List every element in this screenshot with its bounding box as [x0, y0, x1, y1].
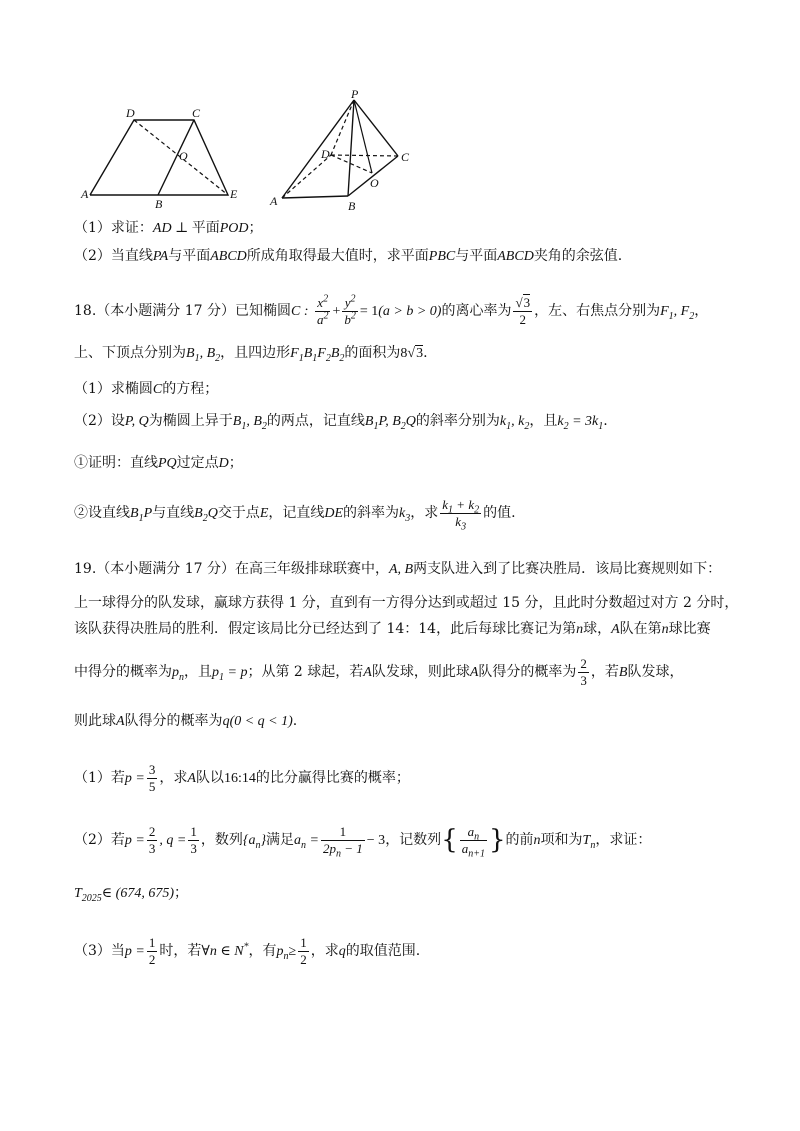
q18-eccentricity: $\frac{√3}{2}$ — [515, 294, 531, 327]
team-a: A — [611, 622, 620, 637]
p-eq: p = — [124, 944, 145, 959]
q18-p2-text: 的斜率分别为 — [415, 413, 500, 429]
frac-an-ratio: $\frac{a_n}{a_{n+1}}$ — [461, 823, 485, 860]
frac-two-thirds — [578, 656, 589, 689]
forall-n: ∀n ∈ N — [201, 944, 244, 959]
q19-p2-text: （2）若 — [74, 832, 125, 848]
frac-three-fifths — [147, 762, 158, 795]
y-var: y — [344, 294, 351, 310]
frac-num: 3 — [148, 761, 156, 777]
q19-line1 — [74, 558, 740, 581]
q18-s2-text: 与直线 — [152, 505, 195, 521]
interval: ∈ (674, 675) — [101, 886, 174, 901]
n-var: n — [533, 833, 541, 848]
q18-line2: 上、下顶点分别为$B_1$, $B_2$，且四边形$F_1B_1F_2B_2$的面积为8√3. — [74, 345, 428, 364]
q19-line2 — [74, 592, 740, 614]
q17-p2-text: 与平面 — [455, 248, 498, 264]
p-eq: p = — [124, 833, 145, 848]
frac-den: 3 — [148, 840, 156, 856]
q18-s2-text: ，求 — [410, 505, 439, 521]
q18-line2-text: 的面积为 — [344, 345, 401, 361]
q19-part2: （2）若p = $\frac{2}{3}$ , q = $\frac{1}{3}$ ，数列$\{a_n\}$满足$a_n$ = $\frac{1}{2p_n - 1}$ − 3，记数列{ $\frac{a_n}{a_{n+1}}$ }的前n项和为$T_n$，求证： — [74, 823, 652, 860]
minus-three: − 3 — [366, 833, 386, 848]
edge-PA — [282, 100, 354, 198]
q19-l4-text: 队得分的概率为 — [478, 664, 577, 680]
frac-half — [147, 935, 158, 968]
b-label: B — [186, 346, 195, 361]
q18-p2-text: 的两点，记直线 — [266, 413, 365, 429]
n-var: n — [576, 622, 584, 637]
edge-DO-dashed — [331, 155, 372, 173]
q19-ab: A, B — [388, 562, 414, 577]
q17-p2-pbc: PBC — [428, 249, 456, 264]
semicolon: ； — [173, 885, 188, 901]
q17-p1-mid: 平面 — [191, 220, 220, 236]
q19-p3-text: 时，若 — [159, 943, 202, 959]
ge-sign: ≥ — [288, 944, 297, 959]
q19-p1-text: 队以 — [195, 770, 224, 786]
q19-p1-text: ，求 — [159, 770, 188, 786]
frac-half-2 — [298, 935, 309, 968]
label-C: C — [401, 150, 410, 164]
label-D: D — [126, 106, 135, 120]
team-b: B — [618, 665, 628, 680]
q17-p1-prefix: （1）求证： — [74, 220, 153, 236]
quad-label: F — [290, 346, 299, 361]
q19-l4-text: 队发球，则此球 — [371, 664, 470, 680]
period: . — [292, 713, 298, 729]
frac-num: 1 — [300, 934, 307, 950]
label-P: P — [351, 88, 359, 101]
q18-s2-text: ②设直线 — [74, 505, 130, 521]
q18-foci-text: ，左、右焦点分别为 — [534, 303, 661, 319]
label-B: B — [155, 197, 163, 210]
q18-p2-text: ，且 — [529, 413, 558, 429]
q19-p3-text: ，求 — [310, 943, 339, 959]
q18-s1-d: D — [218, 456, 229, 471]
q19-l3-text: 队在第 — [619, 621, 662, 637]
trapezoid-figure — [78, 100, 258, 210]
q-condition: q(0 < q < 1) — [222, 714, 293, 729]
n-var: n — [661, 622, 669, 637]
q18-part1 — [74, 378, 740, 401]
q19-l5-text: 则此球 — [74, 713, 116, 729]
q17-p1-math: AD ⊥ — [152, 221, 192, 236]
q18-ecc-text: 的离心率为 — [441, 303, 512, 319]
pn-var: p — [276, 944, 284, 959]
q19-p2-text: ，记数列 — [385, 832, 442, 848]
q18-p1-c: C — [152, 382, 163, 397]
frac-num: 1 — [321, 824, 365, 841]
q19-l3-text: 该队获得决胜局的胜利．假定该局比分已经达到了 14：14，此后每球比赛记为第 — [74, 621, 577, 637]
q19-p1-text: 的比分赢得比赛的概率； — [255, 770, 410, 786]
frac-num: 1 — [190, 823, 197, 839]
q18-part2: （2）设P, Q为椭圆上异于$B_1$, $B_2$的两点，记直线$B_1P$, $B_2Q$的斜率分别为$k_1$, $k_2$，且$k_2 = 3k_1$. — [74, 413, 608, 432]
equals-one: = 1 — [359, 304, 379, 319]
q18-p1-end: 的方程； — [162, 381, 219, 397]
q19-part3: （3）当p = $\frac{1}{2}$ 时，若∀n ∈ N*，有$p_n\ge$ $\frac{1}{2}$ ，求q的取值范围. — [74, 934, 421, 967]
f-label: F — [660, 304, 669, 319]
q18-s2-text: ，记直线 — [268, 505, 325, 521]
q18-s2-text: 的斜率为 — [343, 505, 400, 521]
frac-an-def: $\frac{1}{2p_n - 1}$ — [323, 823, 363, 860]
frac-den: 2 — [300, 951, 307, 967]
q19-l4-text: ，若 — [590, 664, 619, 680]
q19-p2-text: 项和为 — [540, 832, 583, 848]
q18-s2-e: E — [259, 506, 269, 521]
segment-BC — [158, 120, 194, 195]
q19-p2-text: ，求证： — [595, 832, 652, 848]
q17-p2-pa: PA — [152, 249, 169, 264]
q19-l5-text: 队得分的概率为 — [124, 713, 223, 729]
q18-head: 18.（本小题满分 17 分）已知椭圆 — [74, 303, 291, 319]
label-A: A — [270, 194, 278, 208]
area-sqrt: 3 — [416, 346, 424, 361]
edge-DC-dashed — [331, 155, 398, 156]
q17-p2-text: （2）当直线 — [74, 248, 153, 264]
q17-p2-text: 所成角取得最大值时，求平面 — [246, 248, 429, 264]
q19-l3-text: 球比赛 — [668, 621, 711, 637]
area-coef: 8 — [400, 346, 408, 361]
q19-l3-text: 球， — [583, 621, 612, 637]
frac-num: 2 — [580, 655, 587, 671]
label-O: O — [179, 149, 188, 163]
frac-p — [147, 824, 158, 857]
b-var: b — [344, 311, 351, 327]
q19-l1-text: 19.（本小题满分 17 分）在高三年级排球联赛中， — [74, 561, 389, 577]
q19-p3-text: 的取值范围. — [345, 943, 421, 959]
q18-s1-pq: PQ — [158, 456, 177, 471]
q19-l4-text: ，且 — [184, 664, 212, 680]
q17-p2-text: 与平面 — [168, 248, 211, 264]
q17-p1-plane: POD — [219, 221, 249, 236]
a-var: a — [248, 833, 256, 848]
period: . — [603, 413, 608, 429]
t-var: T — [582, 833, 591, 848]
q17-p2-text: 夹角的余弦值. — [533, 248, 623, 264]
q18-c-label: C : — [290, 304, 309, 319]
team-a: A — [187, 771, 196, 786]
q17-part2 — [74, 245, 740, 268]
q19-l1-text: 两支队进入到了比赛决胜局．该局比赛规则如下： — [413, 561, 722, 577]
label-A: A — [81, 187, 89, 201]
q17-p2-abcd: ABCD — [497, 249, 534, 264]
q18-p2-text: 为椭圆上异于 — [148, 413, 233, 429]
edge-AD-dashed — [282, 155, 331, 198]
q18-s1-end: ； — [228, 455, 243, 471]
label-D: D — [321, 147, 330, 161]
q18-y2-over-b2: $\frac{y^2}{b^2}$ — [344, 293, 356, 327]
x-var: x — [317, 294, 324, 310]
plus-sign: + — [332, 304, 341, 319]
q18-line2-text: 上、下顶点分别为 — [74, 345, 186, 361]
q19-l4-text: ；从第 2 球起，若 — [247, 664, 364, 680]
q18-s1-text: 过定点 — [176, 455, 219, 471]
frac-den: 2 — [148, 951, 156, 967]
t-subscript: 2025 — [81, 892, 102, 904]
denominator-two: 2 — [519, 311, 527, 327]
frac-den: 5 — [148, 778, 156, 794]
frac-den: 3 — [580, 672, 587, 688]
q19-p2-text: 的前 — [505, 832, 534, 848]
q18-line2-text: ，且四边形 — [220, 345, 291, 361]
label-E: E — [230, 187, 238, 201]
sqrt-three: 3 — [523, 294, 531, 310]
period: . — [423, 345, 428, 361]
q19-l4-text: 中得分的概率为 — [74, 664, 172, 680]
q18-ratio: $\frac{k_1 + k_2}{k_3}$ — [442, 496, 480, 533]
q18-p1-text: （1）求椭圆 — [74, 381, 153, 397]
q18-p2-text: （2）设 — [74, 413, 125, 429]
trapezoid-outline — [90, 120, 228, 195]
q18-x2-over-a2: $\frac{x^2}{a^2}$ — [316, 293, 329, 327]
edge-PB — [348, 100, 354, 196]
q19-p3-text: ，有 — [248, 943, 277, 959]
a-var: a — [294, 833, 302, 848]
frac-den: 2p — [323, 840, 336, 856]
label-O: O — [370, 176, 379, 190]
q19-line3 — [74, 618, 740, 641]
pyramid-figure — [268, 88, 428, 213]
q18-p2-pq: P, Q — [124, 414, 149, 429]
q19-line5 — [74, 710, 740, 733]
q19-part2-line2 — [74, 882, 740, 905]
q18-s2-text: 交于点 — [217, 505, 260, 521]
q19-l4-text: 队发球， — [627, 664, 684, 680]
k3-var: k — [399, 506, 406, 521]
q19-p2-text: 满足 — [266, 832, 295, 848]
q18-s1-text: ①证明：直线 — [74, 455, 158, 471]
team-a: A — [469, 665, 479, 680]
q19-part1 — [74, 758, 740, 798]
q17-p2-abcd: ABCD — [210, 249, 247, 264]
label-B: B — [348, 199, 356, 213]
q-var: q — [338, 944, 346, 959]
frac-num: 1 — [148, 934, 156, 950]
q18-s2-de: DE — [324, 506, 344, 521]
k-var: k — [557, 414, 564, 429]
team-a: A — [116, 714, 125, 729]
p1-var: p — [212, 665, 219, 680]
q19-line4: 中得分的概率为$p_n$，且$p_1 = p$；从第 2 球起，若A队发球，则此球A队得分的概率为 $\frac{2}{3}$ ，若B队发球， — [74, 655, 684, 688]
q18-sub1 — [74, 452, 740, 475]
q18-condition: (a > b > 0) — [378, 304, 442, 319]
team-a: A — [363, 665, 372, 680]
q19-l2-text: 上一球得分的队发球，赢球方获得 1 分，直到有一方得分达到或超过 15 分，且此时分数超过对方 2 分时， — [74, 595, 739, 611]
frac-num: 2 — [148, 823, 156, 839]
q17-part1 — [74, 217, 740, 240]
q19-p2-text: ，数列 — [200, 832, 243, 848]
label-C: C — [192, 106, 201, 120]
q18-header: 18.（本小题满分 17 分）已知椭圆C : $\frac{x^2}{a^2}$ + $\frac{y^2}{b^2}$ = 1(a > b > 0)的离心率为 $\frac{√3}{2}$ ，左、右焦点分别为$F_1$, $F_2$， — [74, 293, 709, 327]
score: 16:14 — [223, 771, 256, 786]
q18-sub2: ②设直线$B_1P$与直线$B_2Q$交于点E，记直线DE的斜率为$k_3$，求 $\frac{k_1 + k_2}{k_3}$ 的值. — [74, 496, 516, 533]
q19-p1-text: （1）若 — [74, 770, 125, 786]
edge-AB — [282, 196, 348, 198]
p-eq: p = — [124, 771, 145, 786]
frac-den: 3 — [190, 840, 197, 856]
q-eq: , q = — [159, 833, 187, 848]
frac-q — [188, 824, 199, 857]
t-var: T — [74, 886, 82, 901]
q19-p3-text: （3）当 — [74, 943, 125, 959]
q18-s2-end: 的值. — [483, 505, 516, 521]
pn-var: p — [172, 665, 179, 680]
q17-p1-suffix: ； — [248, 220, 263, 236]
a-var: a — [316, 311, 324, 327]
